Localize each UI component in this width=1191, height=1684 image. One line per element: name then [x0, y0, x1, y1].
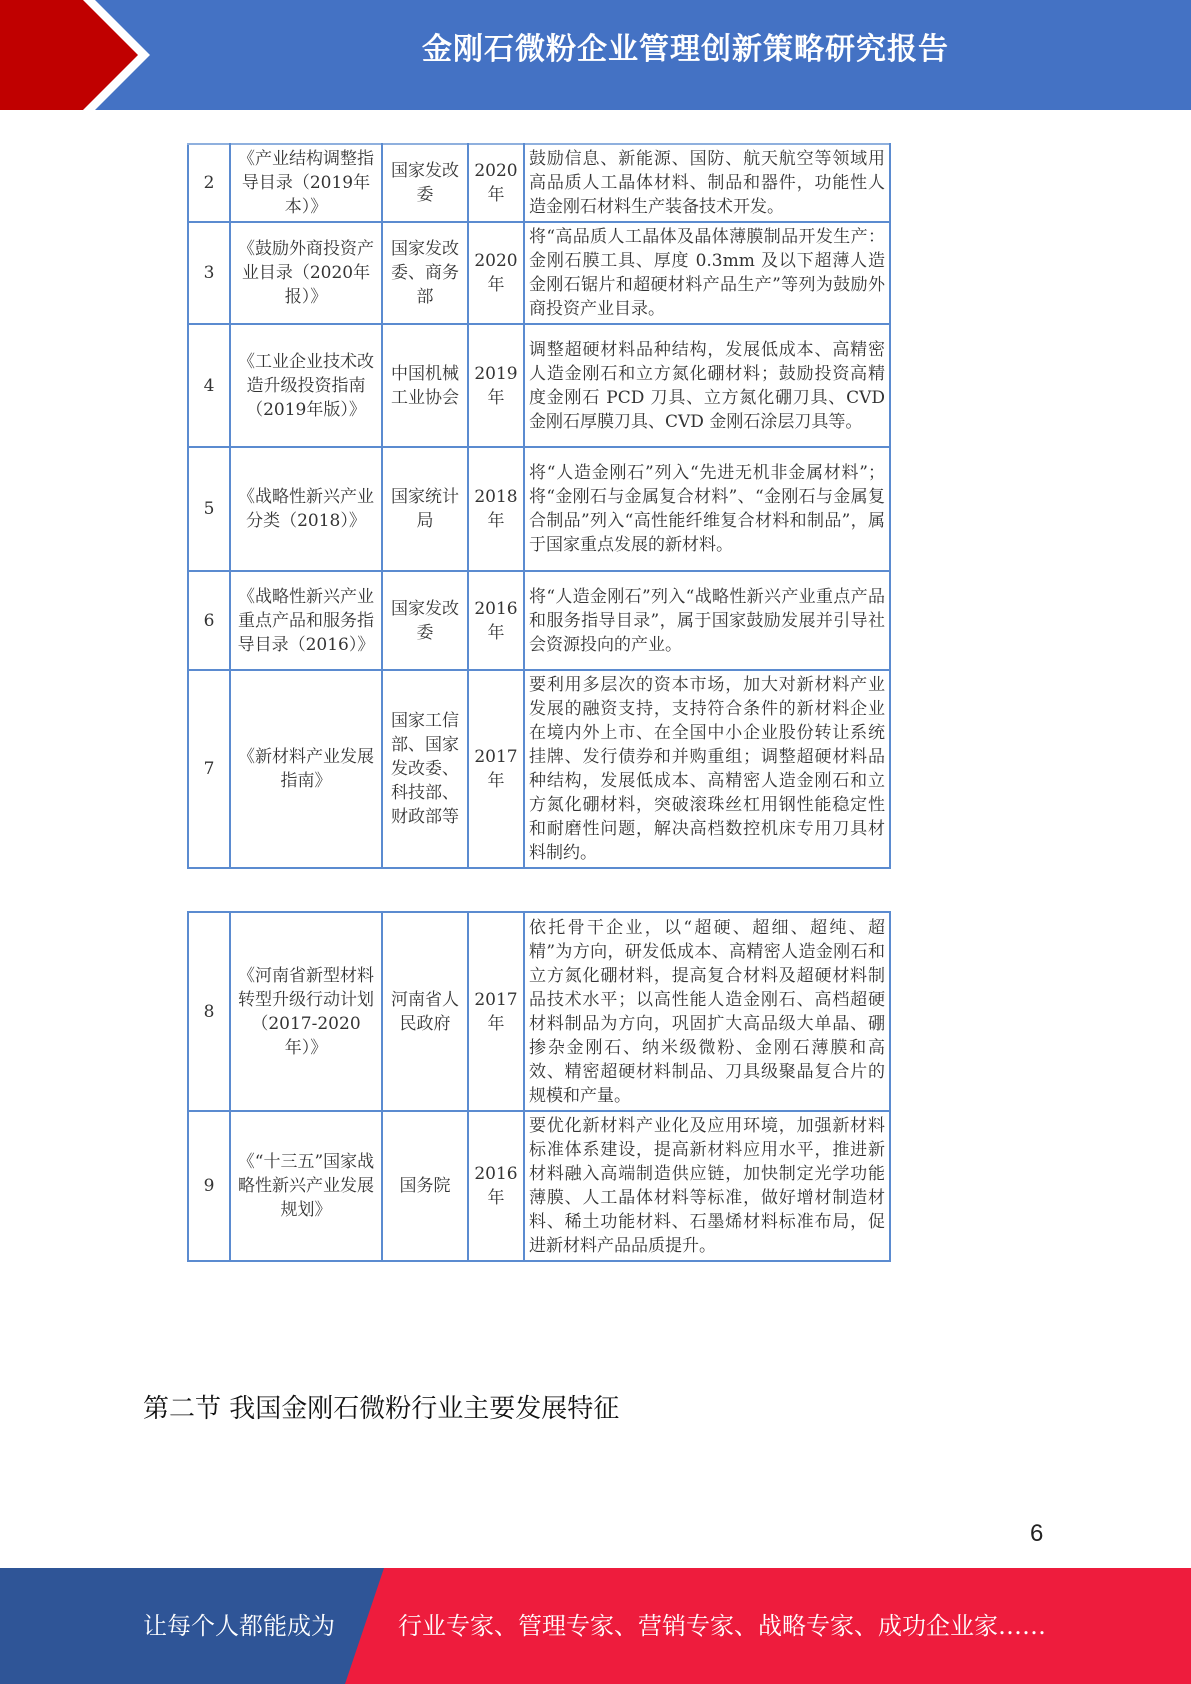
policy-name: 《工业企业技术改造升级投资指南（2019年版）》	[230, 324, 382, 447]
issue-year: 2020年	[468, 144, 524, 222]
table-row	[188, 571, 890, 670]
row-number: 9	[188, 1111, 230, 1261]
issue-year: 2017年	[468, 912, 524, 1111]
policy-content: 要优化新材料产业化及应用环境，加强新材料标准体系建设，提高新材料应用水平，推进新材料融入高端制造供应链，加快制定光学功能薄膜、人工晶体材料等标准，做好增材制造材料、稀土功能材料、石墨烯材料标准布局，促进新材料产品品质提升。	[524, 1111, 890, 1261]
row-number: 8	[188, 912, 230, 1111]
table-row	[188, 912, 890, 1111]
issuing-department: 国家统计局	[382, 447, 468, 571]
policy-name: 《战略性新兴产业重点产品和服务指导目录（2016）》	[230, 571, 382, 670]
policy-content: 调整超硬材料品种结构，发展低成本、高精密人造金刚石和立方氮化硼材料；鼓励投资高精度金刚石 PCD 刀具、立方氮化硼刀具、CVD 金刚石厚膜刀具、CVD 金刚石涂层刀具等。	[524, 324, 890, 447]
section-heading: 第二节 我国金刚石微粉行业主要发展特征	[143, 1394, 620, 1424]
policy-content: 要利用多层次的资本市场，加大对新材料产业发展的融资支持，支持符合条件的新材料企业在境内外上市、在全国中小企业股份转让系统挂牌、发行债券和并购重组；调整超硬材料品种结构，发展低成本、高精密人造金刚石和立方氮化硼材料，突破滚珠丝杠用钢性能稳定性和耐磨性问题，解决高档数控机床专用刀具材料制约。	[524, 670, 890, 868]
table-row	[188, 1111, 890, 1261]
policy-name: 《战略性新兴产业分类（2018）》	[230, 447, 382, 571]
issue-year: 2016年	[468, 571, 524, 670]
issuing-department: 国家工信部、国家发改委、科技部、财政部等	[382, 670, 468, 868]
policy-name: 《产业结构调整指导目录（2019年本）》	[230, 144, 382, 222]
issue-year: 2016年	[468, 1111, 524, 1261]
row-number: 5	[188, 447, 230, 571]
policy-name: 《“十三五”国家战略性新兴产业发展规划》	[230, 1111, 382, 1261]
issue-year: 2020年	[468, 222, 524, 324]
table-row	[188, 222, 890, 324]
table-row	[188, 670, 890, 868]
table-row	[188, 447, 890, 571]
page-number: 6	[1030, 1520, 1044, 1547]
policy-name: 《鼓励外商投资产业目录（2020年报）》	[230, 222, 382, 324]
policy-content: 将“人造金刚石”列入“战略性新兴产业重点产品和服务指导目录”，属于国家鼓励发展并引导社会资源投向的产业。	[524, 571, 890, 670]
issuing-department: 国家发改委	[382, 144, 468, 222]
header-red-arrow-shape	[0, 0, 150, 110]
policy-name: 《河南省新型材料转型升级行动计划（2017-2020年）》	[230, 912, 382, 1111]
issuing-department: 中国机械工业协会	[382, 324, 468, 447]
policy-table-part-2	[187, 911, 891, 1262]
issue-year: 2017年	[468, 670, 524, 868]
policy-table-part-1	[187, 143, 891, 869]
issue-year: 2018年	[468, 447, 524, 571]
table-row	[188, 144, 890, 222]
issuing-department: 国家发改委	[382, 571, 468, 670]
policy-content: 依托骨干企业，以“超硬、超细、超纯、超精”为方向，研发低成本、高精密人造金刚石和立方氮化硼材料，提高复合材料及超硬材料制品技术水平；以高性能人造金刚石、高档超硬材料制品为方向，巩固扩大高品级大单晶、硼掺杂金刚石、纳米级微粉、金刚石薄膜和高效、精密超硬材料制品、刀具级聚晶复合片的规模和产量。	[524, 912, 890, 1111]
issue-year: 2019年	[468, 324, 524, 447]
issuing-department: 河南省人民政府	[382, 912, 468, 1111]
issuing-department: 国务院	[382, 1111, 468, 1261]
issuing-department: 国家发改委、商务部	[382, 222, 468, 324]
table-row	[188, 324, 890, 447]
row-number: 7	[188, 670, 230, 868]
footer-slogan-right: 行业专家、管理专家、营销专家、战略专家、成功企业家……	[398, 1612, 1046, 1640]
policy-content: 鼓励信息、新能源、国防、航天航空等领域用高品质人工晶体材料、制品和器件，功能性人造金刚石材料生产装备技术开发。	[524, 144, 890, 222]
page-header	[0, 0, 1191, 110]
row-number: 4	[188, 324, 230, 447]
policy-content: 将“高品质人工晶体及晶体薄膜制品开发生产：金刚石膜工具、厚度 0.3mm 及以下超薄人造金刚石锯片和超硬材料产品生产”等列为鼓励外商投资产业目录。	[524, 222, 890, 324]
row-number: 6	[188, 571, 230, 670]
policy-name: 《新材料产业发展指南》	[230, 670, 382, 868]
row-number: 2	[188, 144, 230, 222]
policy-content: 将“人造金刚石”列入“先进无机非金属材料”；将“金刚石与金属复合材料”、“金刚石与金属复合制品”列入“高性能纤维复合材料和制品”，属于国家重点发展的新材料。	[524, 447, 890, 571]
report-title: 金刚石微粉企业管理创新策略研究报告	[422, 32, 949, 67]
footer-slogan-left: 让每个人都能成为	[143, 1612, 335, 1640]
page-footer	[0, 1568, 1191, 1684]
row-number: 3	[188, 222, 230, 324]
